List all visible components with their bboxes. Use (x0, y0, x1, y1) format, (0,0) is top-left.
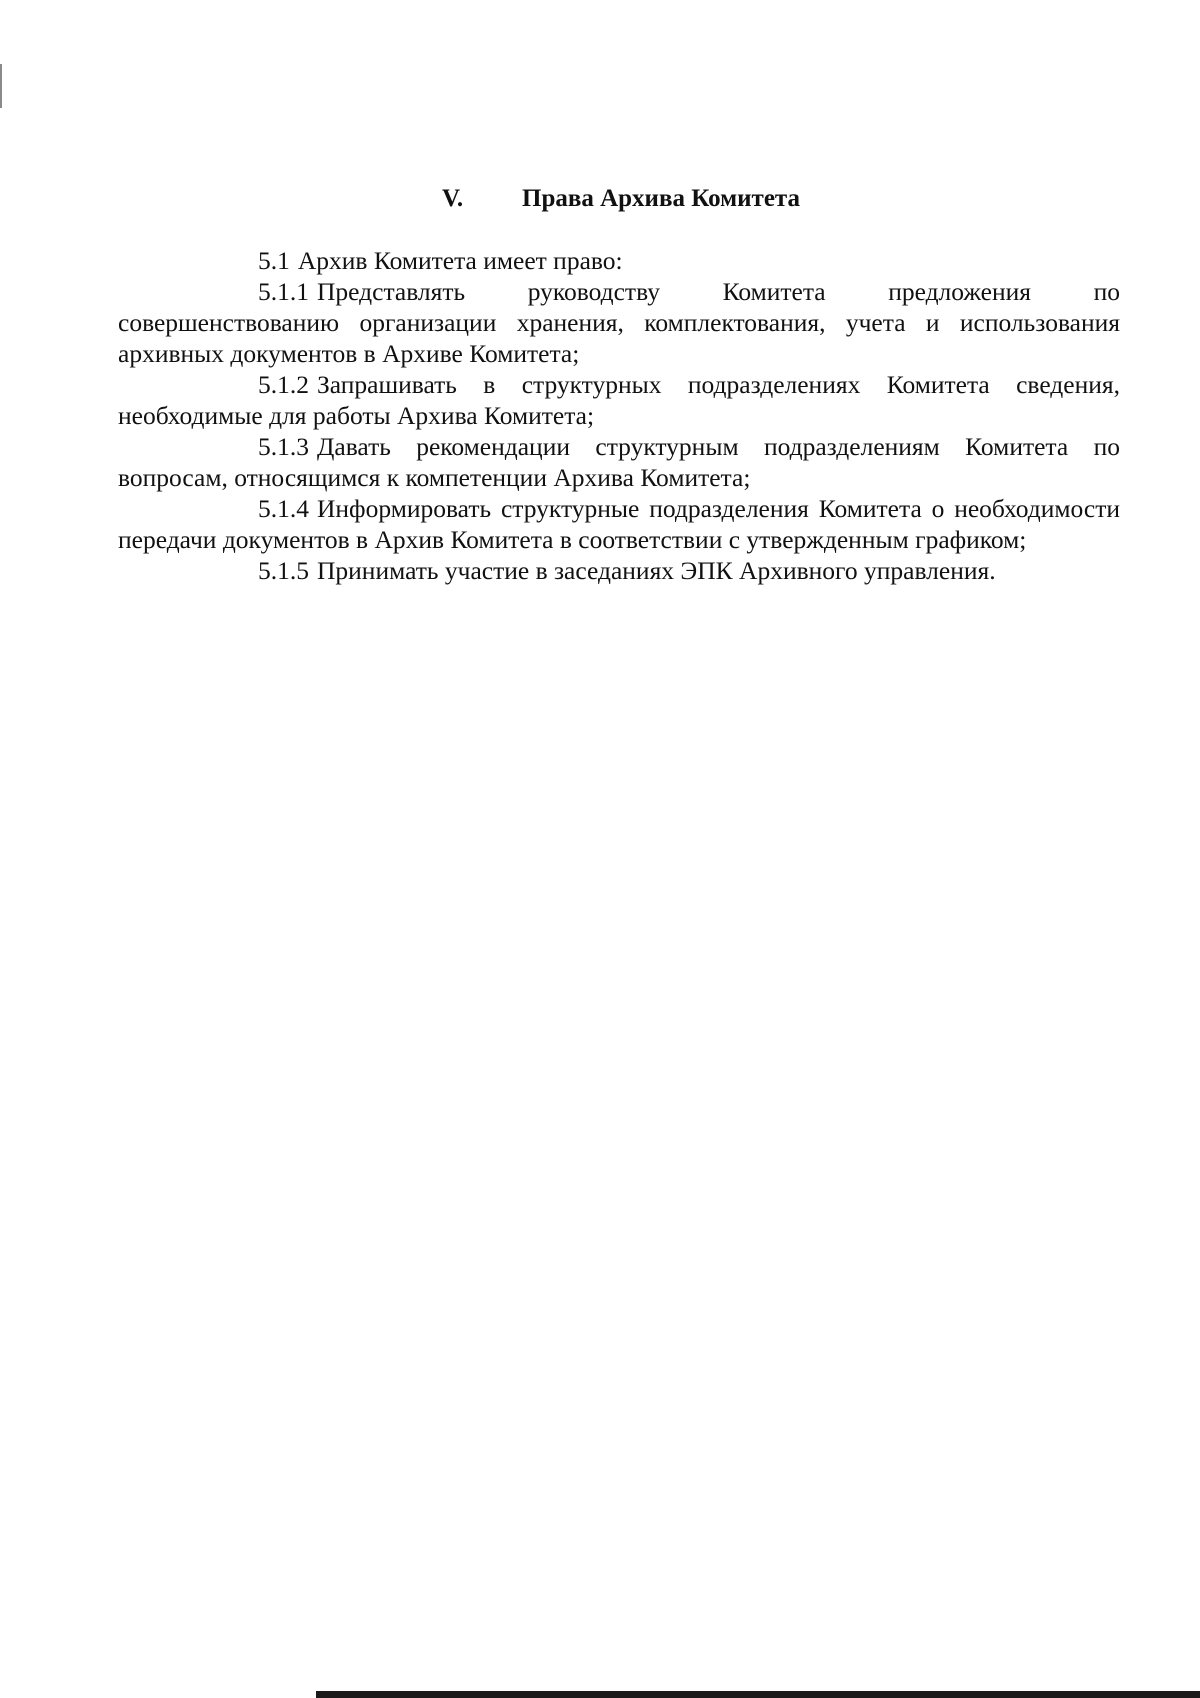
paragraph-number: 5.1.3 (258, 432, 309, 461)
section-number: V. (442, 185, 464, 212)
paragraph-5-1 (118, 245, 1120, 276)
paragraph-5-1-3 (118, 431, 1120, 493)
paragraph-5-1-4 (118, 493, 1120, 555)
paragraph-number: 5.1.1 (258, 277, 309, 306)
paragraph-text: Давать рекомендации структурным подразделениям Комитета по вопросам, относящимся к компетенции Архива Комитета; (118, 432, 1120, 492)
scan-bottom-edge (316, 1691, 1200, 1698)
paragraph-number: 5.1 (258, 246, 290, 275)
section-body (118, 245, 1120, 586)
paragraph-number: 5.1.4 (258, 494, 309, 523)
paragraph-text: Запрашивать в структурных подразделениях Комитета сведения, необходимые для работы Архива Комитета; (118, 370, 1120, 430)
paragraph-text: Принимать участие в заседаниях ЭПК Архивного управления. (317, 556, 996, 585)
paragraph-5-1-5 (118, 555, 1120, 586)
paragraph-text: Информировать структурные подразделения Комитета о необходимости передачи документов в Архив Комитета в соответствии с утвержденным графиком; (118, 494, 1120, 554)
paragraph-5-1-1 (118, 276, 1120, 369)
paragraph-number: 5.1.5 (258, 556, 309, 585)
paragraph-text: Представлять руководству Комитета предложения по совершенствованию организации хранения, комплектования, учета и использования архивных документов в Архиве Комитета; (118, 277, 1120, 368)
scan-edge-mark (0, 64, 2, 108)
paragraph-text: Архив Комитета имеет право: (297, 246, 623, 275)
paragraph-5-1-2 (118, 369, 1120, 431)
section-title: Права Архива Комитета (522, 185, 801, 212)
paragraph-number: 5.1.2 (258, 370, 309, 399)
